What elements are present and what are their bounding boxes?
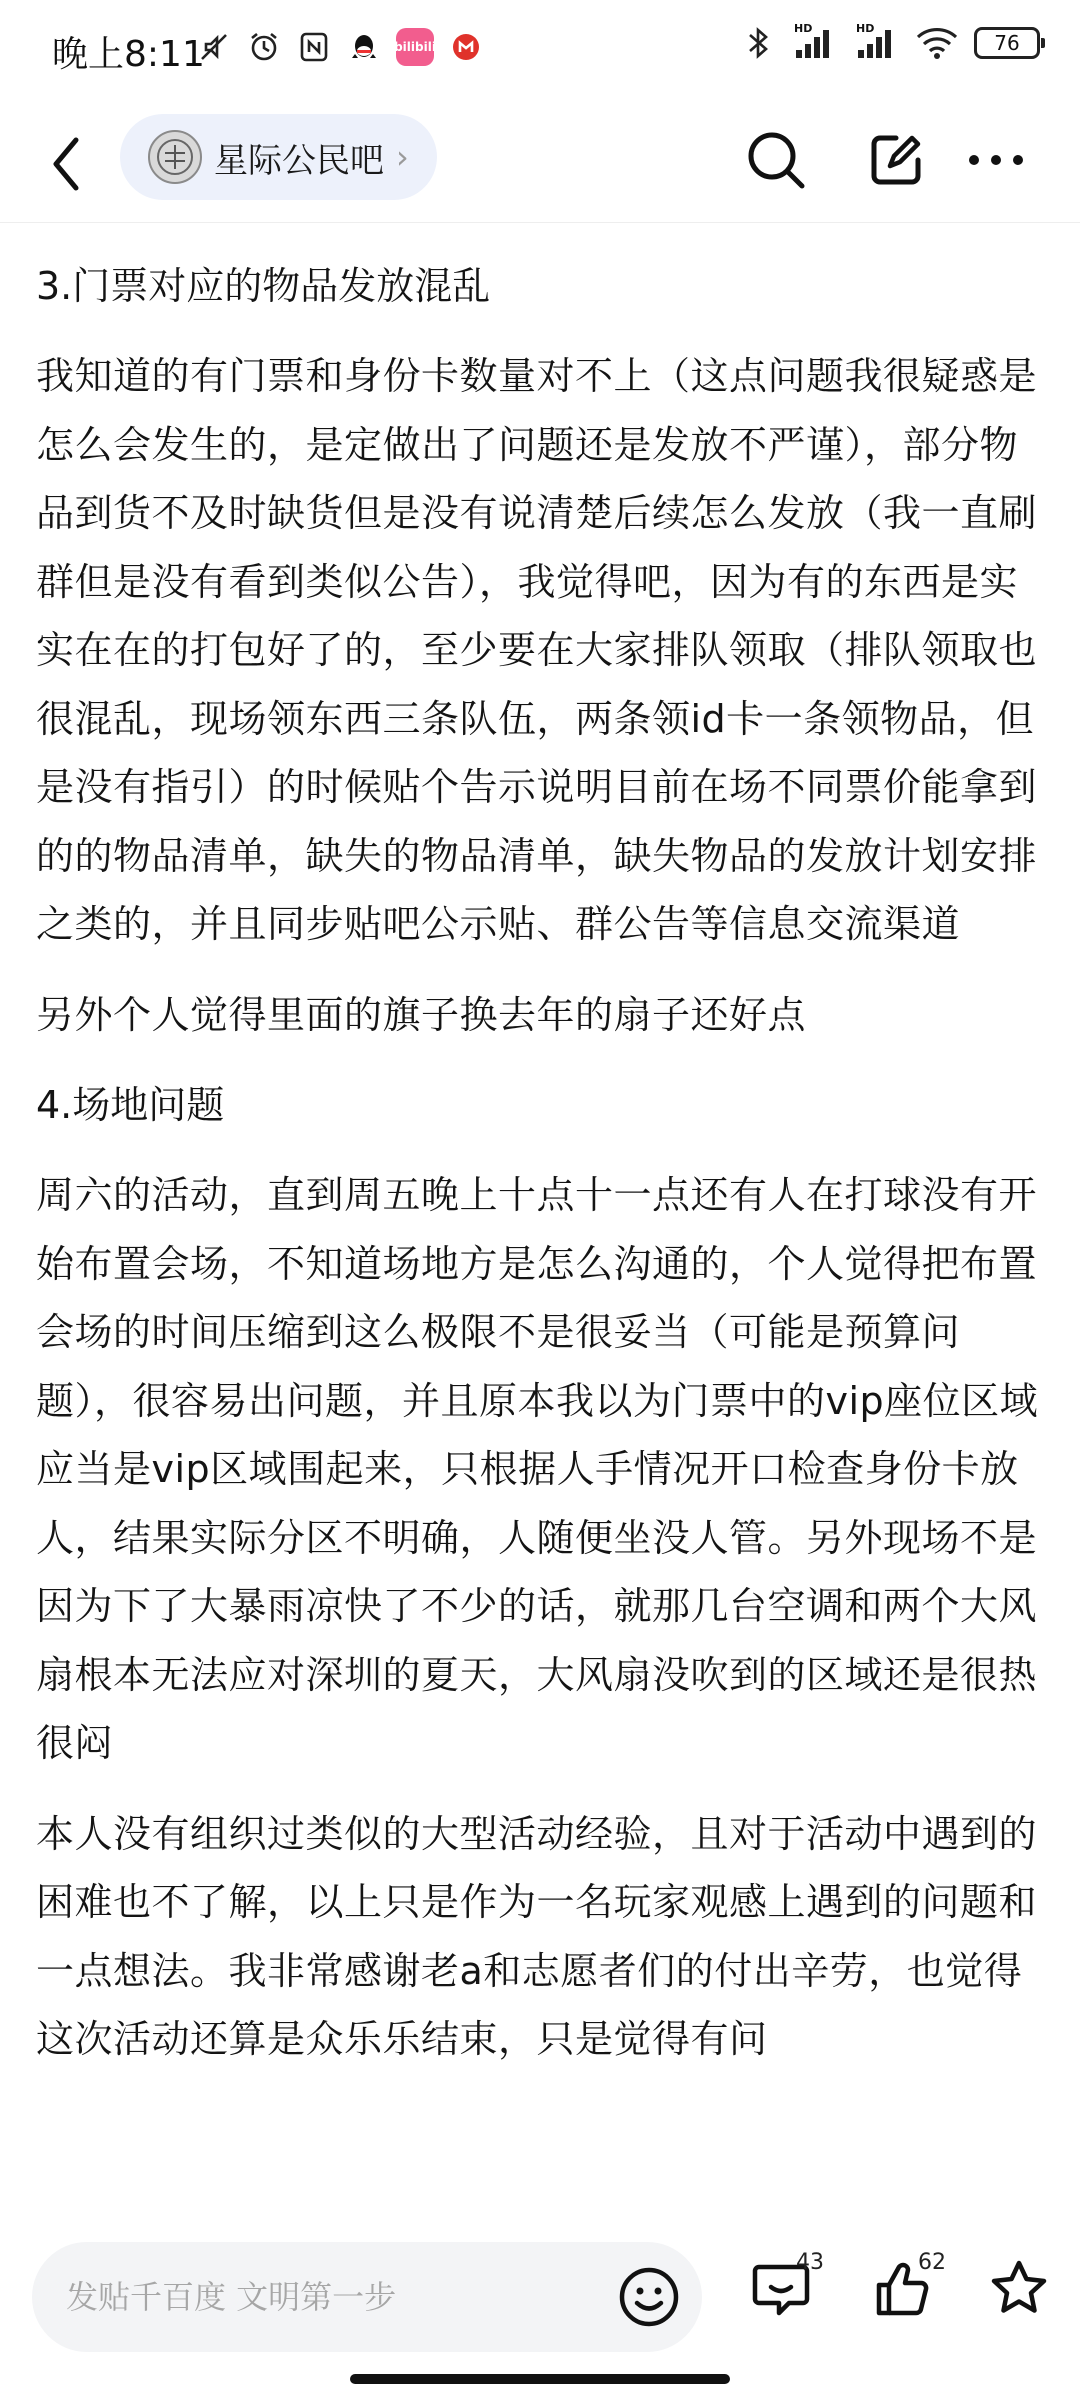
search-button[interactable] — [736, 120, 816, 200]
forum-name: 星际公民吧 — [214, 140, 384, 181]
bilibili-app-icon: bilibili — [396, 28, 434, 66]
header-divider — [0, 222, 1080, 223]
search-icon — [744, 128, 808, 192]
paragraph-closing: 本人没有组织过类似的大型活动经验，且对于活动中遇到的困难也不了解，以上只是作为一名玩家观感上遇到的问题和一点想法。我非常感谢老a和志愿者们的付出辛劳，也觉得这次活动还算是众乐乐结束，只是觉得有问 — [36, 1811, 1038, 2061]
emoji-button[interactable] — [616, 2264, 682, 2330]
alarm-icon — [246, 29, 282, 65]
status-time: 晚上8:11 — [52, 34, 205, 75]
more-icon — [966, 150, 1026, 170]
status-system-icons — [740, 24, 1040, 62]
paragraph-flag-fan: 另外个人觉得里面的旗子换去年的扇子还好点 — [36, 992, 807, 1037]
compose-button[interactable] — [856, 120, 936, 200]
wifi-icon — [914, 25, 960, 61]
like-count: 62 — [918, 2250, 946, 2275]
paragraph-ticket-items: 我知道的有门票和身份卡数量对不上（这点问题我很疑惑是怎么会发生的，是定做出了问题还是发放不严谨），部分物品到货不及时缺货但是没有说清楚后续怎么发放（我一直刷群但是没有看到类似公告），我觉得吧，因为有的东西是实实在在的打包好了的，至少要在大家排队领取（排队领取也很混乱，现场领东西三条队伍，两条领id卡一条领物品，但是没有指引）的时候贴个告示说明目前在场不同票价能拿到的的物品清单，缺失的物品清单，缺失物品的发放计划安排之类的，并且同步贴吧公示贴、群公告等信息交流渠道 — [36, 354, 1038, 946]
back-button[interactable] — [36, 126, 96, 202]
post-content — [36, 252, 1046, 2096]
mute-icon — [196, 29, 232, 65]
bottom-action-bar — [0, 2210, 1080, 2360]
music-app-icon — [448, 29, 484, 65]
comment-count: 43 — [796, 2250, 824, 2275]
star-icon — [987, 2257, 1051, 2321]
bluetooth-icon — [740, 25, 776, 61]
forum-chevron: › — [396, 138, 409, 176]
nfc-icon — [296, 29, 332, 65]
section-heading-3: 3.门票对应的物品发放混乱 — [36, 264, 491, 308]
compose-icon — [866, 130, 926, 190]
top-navigation-bar — [0, 108, 1080, 218]
forum-avatar — [148, 130, 202, 184]
section-heading-4: 4.场地问题 — [36, 1083, 225, 1127]
paragraph-venue: 周六的活动，直到周五晚上十点十一点还有人在打球没有开始布置会场，不知道场地方是怎么沟通的，个人觉得把布置会场的时间压缩到这么极限不是很妥当（可能是预算问题），很容易出问题，并且原本我以为门票中的vip座位区域应当是vip区域围起来，只根据人手情况开口检查身份卡放人，结果实际分区不明确，人随便坐没人管。另外现场不是因为下了大暴雨凉快了不少的话，就那几台空调和两个大风扇根本无法应对深圳的夏天，大风扇没吹到的区域还是很热很闷 — [36, 1173, 1039, 1765]
status-notification-icons — [196, 28, 484, 66]
emoji-icon — [616, 2264, 682, 2330]
qq-icon — [346, 29, 382, 65]
comment-input[interactable] — [32, 2242, 702, 2352]
home-indicator[interactable] — [350, 2374, 730, 2384]
status-bar — [0, 0, 1080, 96]
more-button[interactable] — [956, 120, 1036, 200]
battery-indicator: 76 — [974, 27, 1040, 59]
back-icon — [48, 134, 84, 194]
comment-placeholder: 发贴千百度 文明第一步 — [66, 2278, 397, 2316]
cellular-signal-2-icon: HD — [852, 24, 900, 62]
favorite-button[interactable] — [984, 2254, 1054, 2324]
forum-link[interactable] — [120, 114, 437, 200]
cellular-signal-icon: HD — [790, 24, 838, 62]
